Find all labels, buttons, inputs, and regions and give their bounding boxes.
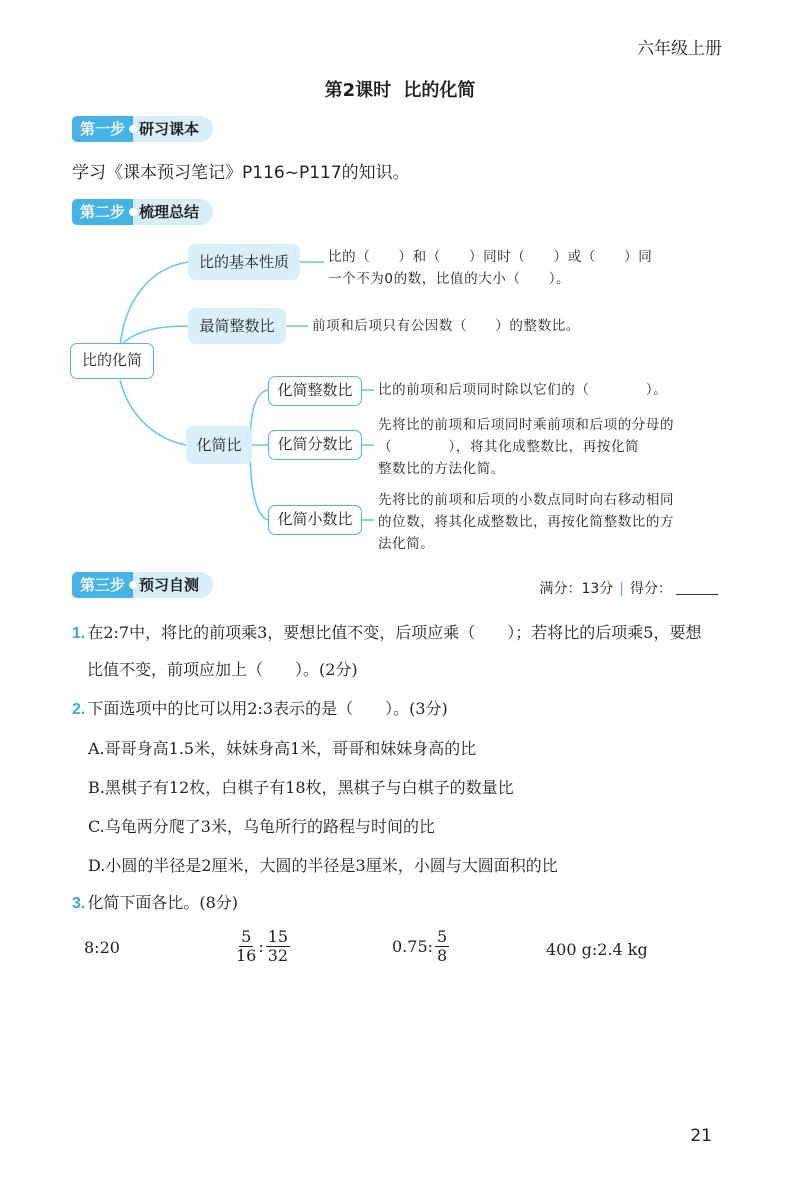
step3-number: 第三步	[72, 572, 133, 598]
node-simplest-ratio: 最简整数比	[188, 308, 286, 344]
node-simplify-integer-desc: 比的前项和后项同时除以它们的（ ）。	[378, 382, 668, 398]
question-1-number: 1.	[72, 625, 86, 642]
question-3	[72, 890, 238, 913]
step2-name: 梳理总结	[133, 199, 213, 225]
question-3-stem: 化简下面各比。(8分)	[87, 893, 239, 912]
node-basic-property: 比的基本性质	[188, 244, 300, 280]
step1-text: 学习《课本预习笔记》P116~P117的知识。	[72, 163, 410, 183]
question-1-line2: 比值不变，前项应加上（ ）。(2分)	[87, 660, 358, 679]
expr-2	[236, 928, 290, 964]
step3-name: 预习自测	[133, 572, 213, 598]
node-basic-property-desc: 比的（ ）和（ ）同时（ ）或（ ）同 一个不为0的数，比值的大小（ ）。	[328, 249, 653, 287]
expr-2-fraction-1: $\frac{5}{16}$	[236, 927, 257, 965]
node-simplify-decimal: 化简小数比	[268, 505, 362, 535]
option-c: C.乌龟两分爬了3米，乌龟所行的路程与时间的比	[88, 817, 435, 836]
node-simplify-integer: 化简整数比	[268, 376, 362, 406]
question-1	[72, 620, 701, 643]
node-simplest-ratio-desc: 前项和后项只有公因数（ ）的整数比。	[312, 318, 580, 334]
option-a: A.哥哥身高1.5米，妹妹身高1米，哥哥和妹妹身高的比	[88, 739, 477, 758]
connector-root-n1	[120, 262, 188, 346]
score-label: 得分：	[630, 581, 672, 597]
question-1-line1: 在2:7中，将比的前项乘3，要想比值不变，后项应乘（ ）；若将比的后项乘5，要想	[87, 623, 702, 642]
expr-4: 400 g:2.4 kg	[546, 940, 648, 959]
expr-2-separator: :	[258, 936, 264, 956]
option-d: D.小圆的半径是2厘米，大圆的半径是3厘米，小圆与大圆面积的比	[88, 856, 558, 875]
step1-number: 第一步	[72, 116, 133, 142]
step1-name: 研习课本	[133, 116, 213, 142]
lesson-topic: 比的化简	[403, 80, 476, 101]
node-simplify-fraction: 化简分数比	[268, 430, 362, 460]
node-simplify-fraction-desc: 先将比的前项和后项同时乘前项和后项的分母的 （ ），将其化成整数比，再按化简 整数比的方法化简。	[378, 417, 675, 477]
question-2	[72, 696, 448, 719]
expr-3-fraction: $\frac{5}{8}$	[437, 927, 448, 965]
step2-number: 第二步	[72, 199, 133, 225]
lesson-number: 第2课时	[324, 80, 392, 101]
question-2-stem: 下面选项中的比可以用2:3表示的是（ ）。(3分)	[87, 699, 448, 718]
expr-1: 8:20	[84, 938, 120, 957]
connector-root-n3	[120, 380, 186, 445]
option-b: B.黑棋子有12枚，白棋子有18枚，黑棋子与白棋子的数量比	[88, 778, 514, 797]
node-simplify-ratio: 化简比	[186, 426, 252, 464]
connector-n3-c1	[250, 390, 268, 445]
book-volume: 六年级上册	[637, 39, 722, 59]
node-simplify-decimal-desc: 先将比的前项和后项的小数点同时向右移动相同 的位数，将其化成整数比，再按化简整数比的方 法化简。	[378, 492, 675, 552]
score-blank[interactable]	[676, 594, 718, 595]
question-2-number: 2.	[72, 701, 86, 718]
page-number: 21	[690, 1126, 712, 1146]
mind-map-root: 比的化简	[70, 343, 154, 379]
step3-header	[72, 572, 213, 598]
expr-2-fraction-2: $\frac{15}{32}$	[267, 927, 289, 965]
connector-n3-c3	[250, 445, 268, 520]
full-score: 满分：13分	[539, 581, 614, 597]
question-3-number: 3.	[72, 895, 86, 912]
score-box: 满分：13分 | 得分：	[539, 578, 718, 598]
expr-3: 0.75: $\frac{5}{8}$	[392, 927, 448, 965]
